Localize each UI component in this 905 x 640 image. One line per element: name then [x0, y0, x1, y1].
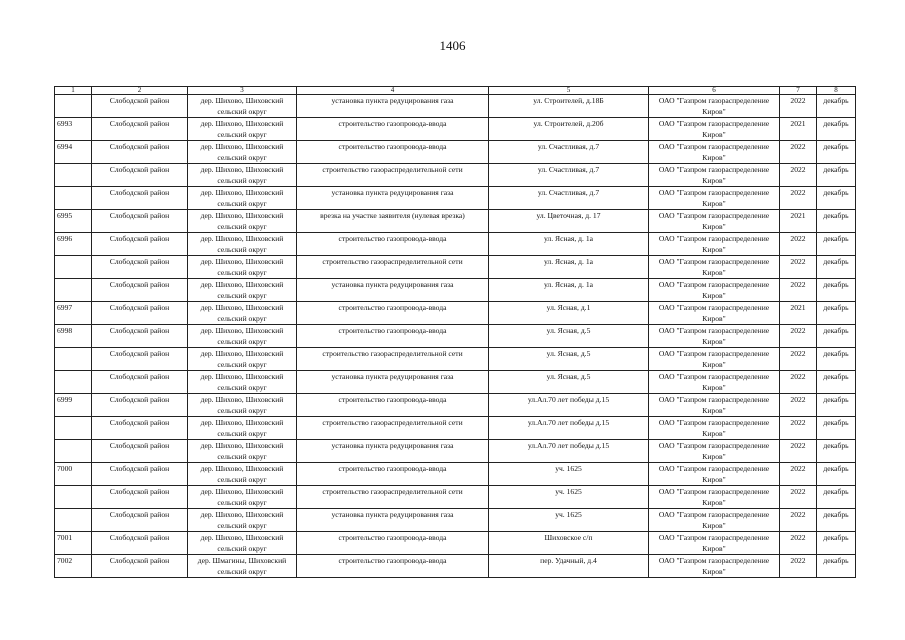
month-cell: декабрь — [817, 394, 856, 417]
work-type-cell: врезка на участке заявителя (нулевая врезка) — [297, 210, 489, 233]
header-cell: 7 — [780, 87, 817, 95]
month-cell: декабрь — [817, 417, 856, 440]
locality-cell: дер. Шихово, Шиховский сельский округ — [188, 233, 297, 256]
locality-cell: дер. Шмагины, Шиховский сельский округ — [188, 555, 297, 578]
organization-cell: ОАО "Газпром газораспределение Киров" — [649, 348, 780, 371]
table-row — [55, 555, 856, 578]
year-cell: 2022 — [780, 164, 817, 187]
table-row — [55, 509, 856, 532]
month-cell: декабрь — [817, 187, 856, 210]
header-cell: 4 — [297, 87, 489, 95]
work-type-cell: установка пункта редуцирования газа — [297, 509, 489, 532]
row-number-cell — [55, 440, 92, 463]
year-cell: 2022 — [780, 256, 817, 279]
year-cell: 2021 — [780, 210, 817, 233]
locality-cell: дер. Шихово, Шиховский сельский округ — [188, 141, 297, 164]
organization-cell: ОАО "Газпром газораспределение Киров" — [649, 210, 780, 233]
year-cell: 2022 — [780, 279, 817, 302]
month-cell: декабрь — [817, 95, 856, 118]
district-cell: Слободской район — [92, 440, 188, 463]
locality-cell: дер. Шихово, Шиховский сельский округ — [188, 463, 297, 486]
district-cell: Слободской район — [92, 164, 188, 187]
work-type-cell: строительство газопровода-ввода — [297, 302, 489, 325]
organization-cell: ОАО "Газпром газораспределение Киров" — [649, 233, 780, 256]
locality-cell: дер. Шихово, Шиховский сельский округ — [188, 509, 297, 532]
work-type-cell: строительство газопровода-ввода — [297, 463, 489, 486]
header-cell: 2 — [92, 87, 188, 95]
page-number: 1406 — [439, 38, 466, 53]
year-cell: 2022 — [780, 325, 817, 348]
district-cell: Слободской район — [92, 463, 188, 486]
locality-cell: дер. Шихово, Шиховский сельский округ — [188, 532, 297, 555]
district-cell: Слободской район — [92, 325, 188, 348]
work-type-cell: установка пункта редуцирования газа — [297, 371, 489, 394]
year-cell: 2022 — [780, 95, 817, 118]
row-number-cell — [55, 348, 92, 371]
organization-cell: ОАО "Газпром газораспределение Киров" — [649, 417, 780, 440]
address-cell: ул. Ясная, д. 1а — [489, 233, 649, 256]
year-cell: 2022 — [780, 463, 817, 486]
registry-table — [54, 86, 856, 578]
organization-cell: ОАО "Газпром газораспределение Киров" — [649, 256, 780, 279]
year-cell: 2022 — [780, 555, 817, 578]
month-cell: декабрь — [817, 532, 856, 555]
organization-cell: ОАО "Газпром газораспределение Киров" — [649, 118, 780, 141]
district-cell: Слободской район — [92, 118, 188, 141]
month-cell: декабрь — [817, 325, 856, 348]
table-row — [55, 302, 856, 325]
district-cell: Слободской район — [92, 371, 188, 394]
address-cell: Шиховское с/п — [489, 532, 649, 555]
address-cell: ул. Ясная, д. 1а — [489, 279, 649, 302]
work-type-cell: строительство газопровода-ввода — [297, 532, 489, 555]
district-cell: Слободской район — [92, 417, 188, 440]
district-cell: Слободской район — [92, 141, 188, 164]
header-cell: 3 — [188, 87, 297, 95]
address-cell: уч. 1625 — [489, 463, 649, 486]
month-cell: декабрь — [817, 463, 856, 486]
header-cell: 5 — [489, 87, 649, 95]
month-cell: декабрь — [817, 141, 856, 164]
table-row — [55, 371, 856, 394]
district-cell: Слободской район — [92, 394, 188, 417]
row-number-cell: 6998 — [55, 325, 92, 348]
district-cell: Слободской район — [92, 555, 188, 578]
organization-cell: ОАО "Газпром газораспределение Киров" — [649, 325, 780, 348]
work-type-cell: установка пункта редуцирования газа — [297, 187, 489, 210]
address-cell: уч. 1625 — [489, 509, 649, 532]
locality-cell: дер. Шихово, Шиховский сельский округ — [188, 118, 297, 141]
work-type-cell: установка пункта редуцирования газа — [297, 95, 489, 118]
district-cell: Слободской район — [92, 348, 188, 371]
district-cell: Слободской район — [92, 256, 188, 279]
header-row — [55, 87, 856, 95]
address-cell: ул.Ал.70 лет победы д.15 — [489, 417, 649, 440]
organization-cell: ОАО "Газпром газораспределение Киров" — [649, 486, 780, 509]
organization-cell: ОАО "Газпром газораспределение Киров" — [649, 141, 780, 164]
work-type-cell: строительство газораспределительной сети — [297, 256, 489, 279]
organization-cell: ОАО "Газпром газораспределение Киров" — [649, 302, 780, 325]
locality-cell: дер. Шихово, Шиховский сельский округ — [188, 302, 297, 325]
district-cell: Слободской район — [92, 279, 188, 302]
row-number-cell: 6994 — [55, 141, 92, 164]
month-cell: декабрь — [817, 371, 856, 394]
table-row — [55, 164, 856, 187]
row-number-cell: 7001 — [55, 532, 92, 555]
table-row — [55, 256, 856, 279]
address-cell: ул. Ясная, д. 1а — [489, 256, 649, 279]
header-cell: 6 — [649, 87, 780, 95]
table-row — [55, 440, 856, 463]
row-number-cell — [55, 509, 92, 532]
district-cell: Слободской район — [92, 486, 188, 509]
row-number-cell: 7002 — [55, 555, 92, 578]
organization-cell: ОАО "Газпром газораспределение Киров" — [649, 164, 780, 187]
header-cell: 8 — [817, 87, 856, 95]
locality-cell: дер. Шихово, Шиховский сельский округ — [188, 348, 297, 371]
locality-cell: дер. Шихово, Шиховский сельский округ — [188, 486, 297, 509]
table-row — [55, 486, 856, 509]
year-cell: 2021 — [780, 118, 817, 141]
address-cell: ул. Счастливая, д.7 — [489, 141, 649, 164]
work-type-cell: строительство газопровода-ввода — [297, 394, 489, 417]
month-cell: декабрь — [817, 440, 856, 463]
address-cell: ул. Счастливая, д.7 — [489, 187, 649, 210]
locality-cell: дер. Шихово, Шиховский сельский округ — [188, 394, 297, 417]
locality-cell: дер. Шихово, Шиховский сельский округ — [188, 325, 297, 348]
month-cell: декабрь — [817, 486, 856, 509]
organization-cell: ОАО "Газпром газораспределение Киров" — [649, 463, 780, 486]
year-cell: 2022 — [780, 486, 817, 509]
organization-cell: ОАО "Газпром газораспределение Киров" — [649, 532, 780, 555]
work-type-cell: строительство газораспределительной сети — [297, 164, 489, 187]
locality-cell: дер. Шихово, Шиховский сельский округ — [188, 187, 297, 210]
address-cell: ул. Ясная, д.1 — [489, 302, 649, 325]
district-cell: Слободской район — [92, 509, 188, 532]
row-number-cell — [55, 371, 92, 394]
row-number-cell — [55, 187, 92, 210]
work-type-cell: строительство газопровода-ввода — [297, 233, 489, 256]
organization-cell: ОАО "Газпром газораспределение Киров" — [649, 187, 780, 210]
table-row — [55, 348, 856, 371]
address-cell: уч. 1625 — [489, 486, 649, 509]
month-cell: декабрь — [817, 233, 856, 256]
district-cell: Слободской район — [92, 187, 188, 210]
row-number-cell — [55, 279, 92, 302]
address-cell: ул. Ясная, д.5 — [489, 348, 649, 371]
month-cell: декабрь — [817, 509, 856, 532]
address-cell: пер. Удачный, д.4 — [489, 555, 649, 578]
work-type-cell: строительство газопровода-ввода — [297, 118, 489, 141]
work-type-cell: установка пункта редуцирования газа — [297, 440, 489, 463]
year-cell: 2022 — [780, 417, 817, 440]
address-cell: ул. Ясная, д.5 — [489, 371, 649, 394]
row-number-cell — [55, 417, 92, 440]
table-row — [55, 141, 856, 164]
locality-cell: дер. Шихово, Шиховский сельский округ — [188, 440, 297, 463]
address-cell: ул.Ал.70 лет победы д.15 — [489, 440, 649, 463]
organization-cell: ОАО "Газпром газораспределение Киров" — [649, 95, 780, 118]
address-cell: ул. Цветочная, д. 17 — [489, 210, 649, 233]
row-number-cell — [55, 164, 92, 187]
year-cell: 2022 — [780, 141, 817, 164]
table-row — [55, 532, 856, 555]
work-type-cell: строительство газопровода-ввода — [297, 555, 489, 578]
locality-cell: дер. Шихово, Шиховский сельский округ — [188, 417, 297, 440]
year-cell: 2022 — [780, 233, 817, 256]
organization-cell: ОАО "Газпром газораспределение Киров" — [649, 440, 780, 463]
locality-cell: дер. Шихово, Шиховский сельский округ — [188, 164, 297, 187]
organization-cell: ОАО "Газпром газораспределение Киров" — [649, 371, 780, 394]
table-row — [55, 463, 856, 486]
address-cell: ул. Счастливая, д.7 — [489, 164, 649, 187]
district-cell: Слободской район — [92, 95, 188, 118]
locality-cell: дер. Шихово, Шиховский сельский округ — [188, 95, 297, 118]
row-number-cell — [55, 486, 92, 509]
table-row — [55, 95, 856, 118]
organization-cell: ОАО "Газпром газораспределение Киров" — [649, 394, 780, 417]
year-cell: 2021 — [780, 302, 817, 325]
work-type-cell: строительство газопровода-ввода — [297, 325, 489, 348]
table-row — [55, 233, 856, 256]
locality-cell: дер. Шихово, Шиховский сельский округ — [188, 210, 297, 233]
table-row — [55, 325, 856, 348]
month-cell: декабрь — [817, 279, 856, 302]
row-number-cell — [55, 95, 92, 118]
header-cell: 1 — [55, 87, 92, 95]
year-cell: 2022 — [780, 509, 817, 532]
year-cell: 2022 — [780, 394, 817, 417]
row-number-cell: 6995 — [55, 210, 92, 233]
month-cell: декабрь — [817, 256, 856, 279]
month-cell: декабрь — [817, 164, 856, 187]
year-cell: 2022 — [780, 371, 817, 394]
locality-cell: дер. Шихово, Шиховский сельский округ — [188, 256, 297, 279]
month-cell: декабрь — [817, 348, 856, 371]
year-cell: 2022 — [780, 348, 817, 371]
work-type-cell: строительство газораспределительной сети — [297, 486, 489, 509]
work-type-cell: строительство газопровода-ввода — [297, 141, 489, 164]
month-cell: декабрь — [817, 555, 856, 578]
district-cell: Слободской район — [92, 233, 188, 256]
month-cell: декабрь — [817, 118, 856, 141]
table-row — [55, 118, 856, 141]
work-type-cell: установка пункта редуцирования газа — [297, 279, 489, 302]
row-number-cell — [55, 256, 92, 279]
address-cell: ул. Строителей, д.18Б — [489, 95, 649, 118]
organization-cell: ОАО "Газпром газораспределение Киров" — [649, 555, 780, 578]
address-cell: ул. Строителей, д.20б — [489, 118, 649, 141]
year-cell: 2022 — [780, 440, 817, 463]
month-cell: декабрь — [817, 302, 856, 325]
row-number-cell: 7000 — [55, 463, 92, 486]
table-row — [55, 394, 856, 417]
table-row — [55, 279, 856, 302]
locality-cell: дер. Шихово, Шиховский сельский округ — [188, 371, 297, 394]
month-cell: декабрь — [817, 210, 856, 233]
work-type-cell: строительство газораспределительной сети — [297, 417, 489, 440]
year-cell: 2022 — [780, 187, 817, 210]
district-cell: Слободской район — [92, 532, 188, 555]
locality-cell: дер. Шихово, Шиховский сельский округ — [188, 279, 297, 302]
table-row — [55, 417, 856, 440]
row-number-cell: 6997 — [55, 302, 92, 325]
district-cell: Слободской район — [92, 302, 188, 325]
organization-cell: ОАО "Газпром газораспределение Киров" — [649, 279, 780, 302]
row-number-cell: 6999 — [55, 394, 92, 417]
year-cell: 2022 — [780, 532, 817, 555]
table-row — [55, 187, 856, 210]
row-number-cell: 6996 — [55, 233, 92, 256]
work-type-cell: строительство газораспределительной сети — [297, 348, 489, 371]
organization-cell: ОАО "Газпром газораспределение Киров" — [649, 509, 780, 532]
table-row — [55, 210, 856, 233]
district-cell: Слободской район — [92, 210, 188, 233]
address-cell: ул. Ясная, д.5 — [489, 325, 649, 348]
row-number-cell: 6993 — [55, 118, 92, 141]
address-cell: ул.Ал.70 лет победы д.15 — [489, 394, 649, 417]
